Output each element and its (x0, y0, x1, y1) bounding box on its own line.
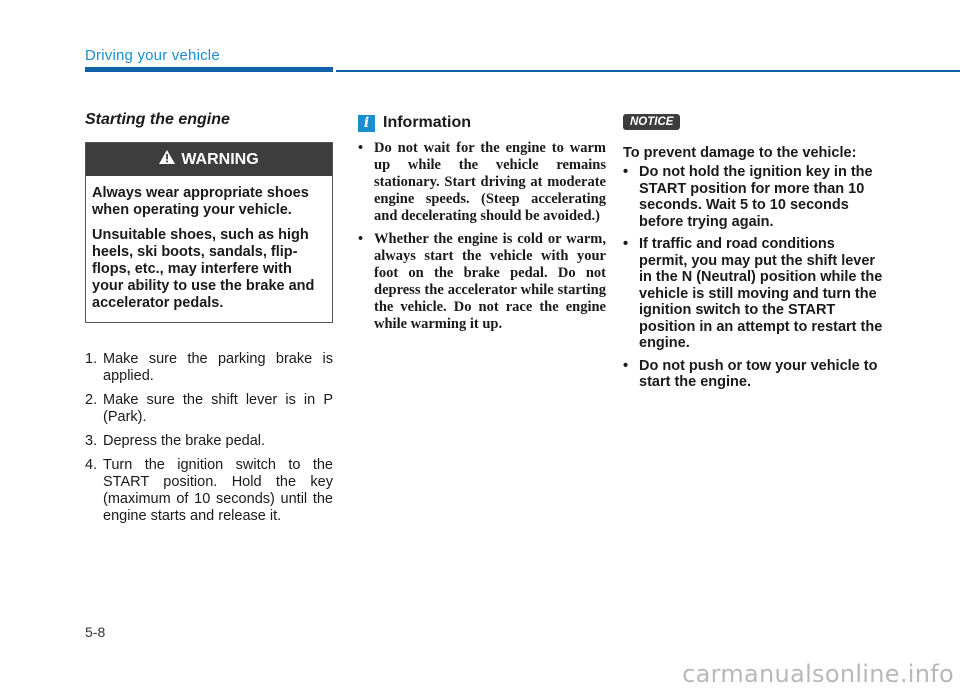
bullet: • (358, 140, 364, 156)
step-number: 2. (85, 392, 98, 408)
list-item (85, 351, 333, 385)
info-title: Information (383, 114, 471, 131)
warning-box (85, 142, 333, 323)
step-number: 3. (85, 433, 98, 449)
step-number: 1. (85, 351, 98, 367)
info-list (358, 140, 606, 333)
list-item (623, 164, 885, 230)
list-item (85, 392, 333, 426)
right-column (623, 108, 885, 397)
step-number: 4. (85, 457, 98, 473)
step-text: Make sure the parking brake is applied. (103, 351, 333, 384)
notice-text: If traffic and road conditions permit, you may put the shift lever in the N (Neutral) position while the vehicle is still moving and turn the ignition switch to the START position in an attempt to restart the engine. (639, 236, 883, 351)
info-text: Whether the engine is cold or warm, always start the vehicle with your foot on the brake pedal. Do not depress the accelerator while starting the vehicle. Do not race the engine while warming it up. (374, 231, 606, 332)
step-text: Depress the brake pedal. (103, 433, 266, 449)
middle-column (358, 108, 606, 339)
notice-text: Do not hold the ignition key in the START position for more than 10 seconds. Wait 5 to 10 seconds before trying again. (639, 164, 873, 230)
notice-intro: To prevent damage to the vehicle: (623, 145, 857, 161)
notice-list (623, 164, 885, 391)
bullet: • (623, 236, 629, 252)
list-item (358, 231, 606, 333)
header-title: Driving your vehicle (85, 47, 220, 64)
info-text: Do not wait for the engine to warm up while the vehicle remains stationary. Start driving at moderate engine speeds. (Steep accelerating and decelerating should be avoided.) (374, 140, 606, 224)
bullet: • (623, 357, 629, 374)
notice-badge: NOTICE (623, 114, 680, 130)
watermark: carmanualsonline.info (682, 660, 954, 688)
warning-body (86, 176, 332, 322)
left-column (85, 108, 333, 532)
bullet: • (358, 231, 364, 247)
info-icon: i (358, 115, 375, 132)
info-header (358, 114, 606, 132)
steps-list (85, 351, 333, 525)
list-item (623, 236, 885, 352)
header-rule-thick (85, 67, 333, 72)
notice-text: Do not push or tow your vehicle to start the engine. (639, 357, 878, 390)
page-number: 5-8 (85, 624, 106, 640)
list-item (85, 457, 333, 525)
warning-paragraph: Always wear appropriate shoes when operating your vehicle. (92, 185, 309, 218)
warning-paragraph: Unsuitable shoes, such as high heels, ski boots, sandals, flip-flops, etc., may interfere with your ability to use the brake and accelerator pedals. (92, 227, 315, 311)
header-rule-thin (336, 70, 960, 72)
warning-label: WARNING (181, 150, 259, 168)
warning-header (86, 143, 332, 176)
list-item (358, 140, 606, 225)
step-text: Make sure the shift lever is in P (Park). (103, 392, 333, 425)
list-item (623, 358, 885, 391)
bullet: • (623, 164, 629, 180)
step-text: Turn the ignition switch to the START position. Hold the key (maximum of 10 seconds) until the engine starts and release it. (103, 457, 333, 524)
warning-triangle-icon (159, 150, 175, 169)
list-item (85, 433, 333, 450)
section-title: Starting the engine (85, 111, 230, 128)
